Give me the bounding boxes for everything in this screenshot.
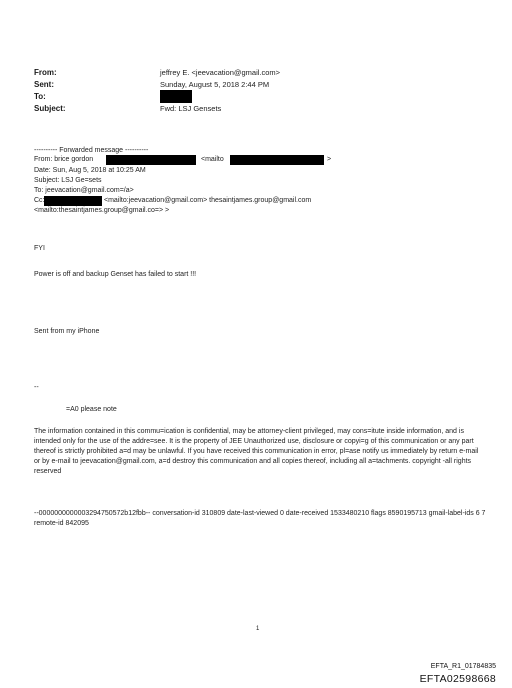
from-label: From: <box>34 68 57 77</box>
redaction-block <box>230 155 324 165</box>
redaction-block <box>106 155 196 165</box>
sent-label: Sent: <box>34 80 54 89</box>
forwarded-cc-continued: <mailto:thesaintjames.group@gmail.co=> > <box>34 207 170 214</box>
metadata-paragraph: --0000000000003294750572b12fbb-- conversation-id 310809 date-last-viewed 0 date-received 1533480210 flags 8590195713 gmail-label-ids 6 7 remote-id 842095 <box>34 510 486 527</box>
redaction-block <box>160 90 192 103</box>
forwarded-cc-value: <mailto:jeevacation@gmail.com> thesaintjames.group@gmail.com <box>104 197 312 204</box>
note-text: =A0 please note <box>66 406 117 413</box>
forwarded-subject: Subject: LSJ Ge=sets <box>34 177 102 184</box>
sent-value: Sunday, August 5, 2018 2:44 PM <box>160 80 270 89</box>
forwarded-from-close: > <box>327 156 332 163</box>
message-text: Power is off and backup Genset has failed to start !!! <box>34 271 197 278</box>
signature-text: Sent from my iPhone <box>34 328 100 335</box>
separator-text: -- <box>34 384 39 391</box>
reference-id-large: EFTA02598668 <box>419 673 496 685</box>
forwarded-to: To: jeevacation@gmail.com=/a> <box>34 187 134 194</box>
forwarded-date: Date: Sun, Aug 5, 2018 at 10:25 AM <box>34 167 146 174</box>
forwarded-cc-label: Cc: <box>34 197 45 204</box>
page-number: 1 <box>256 626 260 632</box>
subject-value: Fwd: LSJ Gensets <box>160 104 222 113</box>
forwarded-from: From: brice gordon <box>34 156 94 163</box>
reference-id-small: EFTA_R1_01784835 <box>430 663 496 670</box>
from-value: jeffrey E. <jeevacation@gmail.com> <box>160 68 281 77</box>
disclaimer-paragraph: The information contained in this commu=ication is confidential, may be attorney-client privileged, may cons=itute inside information, and is intended only for the use of the addre=see. It is the property of JEE Unauthorized use, disclosure or copyi=g of this communication or any part thereof is strictly prohibited a=d may be unlawful. If you have received this communication in error, pl=ase notify us immediately by return e-mail or by e-mail to jeevacation@gmail.com, a=d destroy this communication and all copies thereof, including all a=tachments. copyright -all rights reserved <box>34 428 479 475</box>
forwarded-from-mailto: <mailto <box>201 156 224 163</box>
fyi-text: FYI <box>34 245 45 252</box>
redaction-block <box>44 196 102 206</box>
forwarded-divider: ---------- Forwarded message ---------- <box>34 147 149 154</box>
to-label: To: <box>34 92 46 101</box>
subject-label: Subject: <box>34 104 66 113</box>
